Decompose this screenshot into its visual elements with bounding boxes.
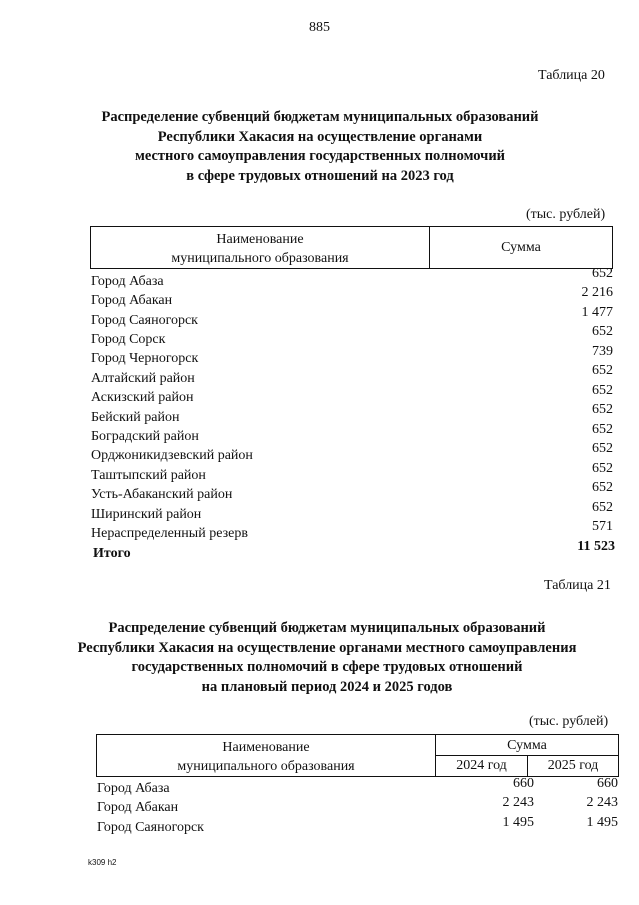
table-20-title-line: Республики Хакасия на осуществление органами	[157, 128, 483, 145]
table-20-title-line: местного самоуправления государственных полномочий	[134, 148, 506, 164]
table-row-value: 739	[592, 344, 613, 359]
header-sum-cell: Сумма	[501, 240, 541, 255]
header-name-line: Наименование	[216, 232, 304, 247]
table-row-value: 652	[592, 383, 613, 398]
table-row-value: 652	[592, 402, 613, 417]
header-year-2024: 2024 год	[456, 758, 507, 773]
table-20-unit: (тыс. рублей)	[526, 207, 606, 222]
table-row-value: 652	[592, 324, 613, 339]
total-row-value: 11 523	[577, 539, 615, 554]
table-21-title-line: государственных полномочий в сфере трудовых отношений	[131, 659, 523, 675]
table-row-value: 652	[592, 363, 613, 378]
table-row-value: 571	[592, 519, 613, 534]
table-21-title	[70, 619, 584, 697]
table-row-name: Город Сорск	[91, 332, 166, 347]
header-name-line: Наименование	[222, 740, 310, 755]
table-row-value-2025: 2 243	[586, 795, 618, 810]
table-21-title-line: Республики Хакасия на осуществление органами местного самоуправления	[77, 639, 577, 656]
table-row-value-2025: 1 495	[586, 815, 618, 830]
total-row-name: Итого	[93, 546, 131, 561]
header-name-line: муниципального образования	[177, 759, 355, 774]
table-20-title-line: в сфере трудовых отношений на 2023 год	[186, 167, 454, 184]
header-sum-cell: Сумма	[507, 738, 547, 753]
table-20-title-line: Распределение субвенций бюджетам муниципальных образований	[101, 109, 539, 125]
table-21-label: Таблица 21	[544, 578, 611, 593]
header-name-line: муниципального образования	[171, 251, 349, 266]
table-21-title-line: на плановый период 2024 и 2025 годов	[201, 678, 453, 695]
table-row-name: Таштыпский район	[91, 468, 206, 483]
table-row-name: Бейский район	[91, 410, 180, 425]
table-row-value: 652	[592, 461, 613, 476]
table-21-title-line: Распределение субвенций бюджетам муниципальных образований	[108, 620, 546, 636]
table-21-unit: (тыс. рублей)	[529, 714, 609, 729]
table-row-name: Город Абаза	[91, 274, 164, 289]
header-name-cell	[97, 738, 435, 776]
table-row-name: Аскизский район	[91, 390, 194, 405]
table-row-value: 652	[592, 480, 613, 495]
table-row-value-2024: 660	[513, 776, 534, 791]
table-row-value: 652	[592, 441, 613, 456]
header-year-2025: 2025 год	[547, 758, 599, 773]
table-row-name: Нераспределенный резерв	[91, 526, 248, 541]
header-name-cell	[91, 230, 429, 268]
table-row-name: Усть-Абаканский район	[91, 487, 233, 502]
table-21-header	[96, 734, 619, 777]
table-row-name: Алтайский район	[91, 371, 195, 386]
table-row-name: Город Саяногорск	[91, 313, 198, 328]
table-row-value: 2 216	[581, 285, 613, 300]
table-row-name: Город Саяногорск	[97, 820, 204, 835]
table-20-label: Таблица 20	[538, 68, 605, 83]
table-row-value-2024: 2 243	[502, 795, 534, 810]
table-row-value: 652	[592, 266, 613, 281]
table-20-title	[60, 108, 580, 186]
table-row-name: Орджоникидзевский район	[91, 448, 253, 463]
footer-code: k309 h2	[88, 858, 117, 867]
table-row-name: Город Абакан	[97, 800, 179, 815]
table-row-value: 1 477	[581, 305, 613, 320]
table-row-name: Боградский район	[91, 429, 199, 444]
page-number: 885	[309, 20, 330, 35]
table-row-value: 652	[592, 422, 613, 437]
table-row-name: Город Черногорск	[91, 351, 199, 366]
table-row-name: Ширинский район	[91, 507, 202, 522]
table-20-header	[90, 226, 613, 269]
table-row-name: Город Абаза	[97, 781, 170, 796]
table-row-value-2024: 1 495	[502, 815, 534, 830]
table-row-value-2025: 660	[597, 776, 618, 791]
table-row-value: 652	[592, 500, 613, 515]
table-row-name: Город Абакан	[91, 293, 173, 308]
